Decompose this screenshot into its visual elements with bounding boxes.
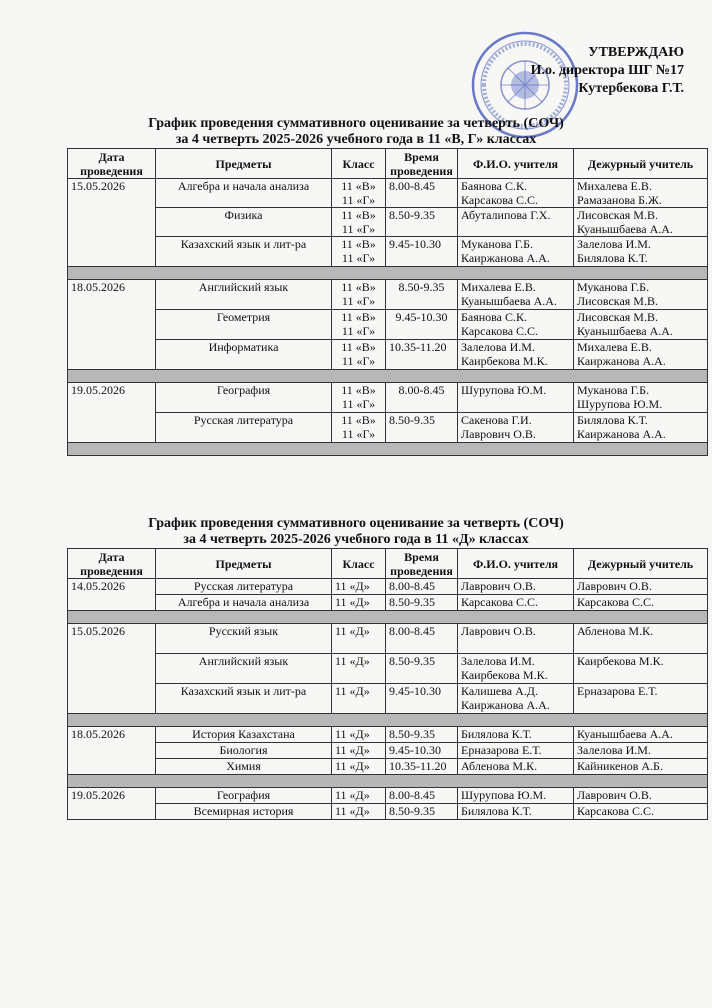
table-row	[68, 179, 708, 208]
header-teacher: Ф.И.О. учителя	[458, 149, 574, 179]
subject-cell: Английский язык	[156, 654, 332, 684]
subject-cell: Русская литература	[156, 579, 332, 595]
table-row	[68, 237, 708, 267]
class-cell: 11 «Д»	[332, 654, 386, 684]
class-cell: 11 «Д»	[332, 804, 386, 820]
table-header-row	[68, 149, 708, 179]
class-cell: 11 «Д»	[332, 684, 386, 714]
teacher-cell: Карсакова С.С.	[458, 595, 574, 611]
class-cell: 11 «В» 11 «Г»	[332, 280, 386, 310]
time-cell: 8.50-9.35	[386, 727, 458, 743]
teacher-cell: Баянова С.К. Карсакова С.С.	[458, 310, 574, 340]
date-cell: 18.05.2026	[68, 280, 156, 370]
teacher-cell: Лаврович О.В.	[458, 579, 574, 595]
approval-block	[531, 44, 684, 98]
duty-cell: Михалева Е.В. Каиржанова А.А.	[574, 340, 708, 370]
separator-row	[68, 775, 708, 788]
approval-heading: УТВЕРЖДАЮ	[588, 45, 684, 60]
class-cell: 11 «В» 11 «Г»	[332, 310, 386, 340]
separator-row	[68, 267, 708, 280]
subject-cell: Казахский язык и лит-ра	[156, 237, 332, 267]
duty-cell: Абленова М.К.	[574, 624, 708, 654]
table-row	[68, 654, 708, 684]
class-cell: 11 «Д»	[332, 727, 386, 743]
table-row	[68, 743, 708, 759]
table-row	[68, 624, 708, 654]
class-cell: 11 «Д»	[332, 743, 386, 759]
teacher-cell: Сакенова Г.И. Лаврович О.В.	[458, 413, 574, 443]
header-date: Дата проведения	[68, 549, 156, 579]
table-row	[68, 340, 708, 370]
duty-cell: Карсакова С.С.	[574, 804, 708, 820]
teacher-cell: Билялова К.Т.	[458, 804, 574, 820]
subject-cell: Физика	[156, 208, 332, 237]
time-cell: 10.35-11.20	[386, 340, 458, 370]
subject-cell: Алгебра и начала анализа	[156, 595, 332, 611]
subject-cell: География	[156, 788, 332, 804]
table-row	[68, 595, 708, 611]
separator-row	[68, 443, 708, 456]
header-duty: Дежурный учитель	[574, 549, 708, 579]
teacher-cell: Залелова И.М. Каирбекова М.К.	[458, 654, 574, 684]
subject-cell: Казахский язык и лит-ра	[156, 684, 332, 714]
separator-row	[68, 611, 708, 624]
teacher-cell: Лаврович О.В.	[458, 624, 574, 654]
time-cell: 9.45-10.30	[386, 237, 458, 267]
duty-cell: Лисовская М.В. Куанышбаева А.А.	[574, 208, 708, 237]
class-cell: 11 «В» 11 «Г»	[332, 413, 386, 443]
subject-cell: Русская литература	[156, 413, 332, 443]
schedule-table-11d	[67, 548, 708, 820]
header-date: Дата проведения	[68, 149, 156, 179]
time-cell: 8.00-8.45	[386, 579, 458, 595]
date-cell: 15.05.2026	[68, 624, 156, 714]
class-cell: 11 «В» 11 «Г»	[332, 340, 386, 370]
header-subject: Предметы	[156, 149, 332, 179]
time-cell: 8.50-9.35	[386, 208, 458, 237]
table-header-row	[68, 549, 708, 579]
table2-title-line1: График проведения суммативного оценивание за четверть (СОЧ)	[148, 516, 564, 531]
subject-cell: География	[156, 383, 332, 413]
subject-cell: История Казахстана	[156, 727, 332, 743]
duty-cell: Кайникенов А.Б.	[574, 759, 708, 775]
time-cell: 8.00-8.45	[386, 383, 458, 413]
class-cell: 11 «В» 11 «Г»	[332, 208, 386, 237]
subject-cell: Английский язык	[156, 280, 332, 310]
date-cell: 18.05.2026	[68, 727, 156, 775]
date-cell: 19.05.2026	[68, 383, 156, 443]
duty-cell: Залелова И.М.	[574, 743, 708, 759]
duty-cell: Карсакова С.С.	[574, 595, 708, 611]
teacher-cell: Муканова Г.Б. Каиржанова А.А.	[458, 237, 574, 267]
time-cell: 8.50-9.35	[386, 654, 458, 684]
table-row	[68, 788, 708, 804]
subject-cell: Геометрия	[156, 310, 332, 340]
table2-title	[0, 516, 712, 548]
teacher-cell: Михалева Е.В. Куанышбаева А.А.	[458, 280, 574, 310]
duty-cell: Лисовская М.В. Куанышбаева А.А.	[574, 310, 708, 340]
approval-position: И.о. директора ШГ №17	[530, 63, 684, 78]
schedule-table-11vg	[67, 148, 708, 456]
subject-cell: Русский язык	[156, 624, 332, 654]
duty-cell: Муканова Г.Б. Лисовская М.В.	[574, 280, 708, 310]
teacher-cell: Ерназарова Е.Т.	[458, 743, 574, 759]
duty-cell: Лаврович О.В.	[574, 579, 708, 595]
duty-cell: Лаврович О.В.	[574, 788, 708, 804]
class-cell: 11 «Д»	[332, 595, 386, 611]
class-cell: 11 «Д»	[332, 788, 386, 804]
time-cell: 8.50-9.35	[386, 595, 458, 611]
table-row	[68, 383, 708, 413]
time-cell: 10.35-11.20	[386, 759, 458, 775]
table-row	[68, 759, 708, 775]
teacher-cell: Шурупова Ю.М.	[458, 788, 574, 804]
class-cell: 11 «В» 11 «Г»	[332, 179, 386, 208]
teacher-cell: Баянова С.К. Карсакова С.С.	[458, 179, 574, 208]
time-cell: 8.00-8.45	[386, 624, 458, 654]
table-row	[68, 413, 708, 443]
date-cell: 19.05.2026	[68, 788, 156, 820]
table-row	[68, 804, 708, 820]
time-cell: 9.45-10.30	[386, 310, 458, 340]
class-cell: 11 «Д»	[332, 624, 386, 654]
date-cell: 14.05.2026	[68, 579, 156, 611]
header-teacher: Ф.И.О. учителя	[458, 549, 574, 579]
time-cell: 8.00-8.45	[386, 788, 458, 804]
subject-cell: Информатика	[156, 340, 332, 370]
header-time: Время проведения	[386, 149, 458, 179]
table-row	[68, 579, 708, 595]
subject-cell: Химия	[156, 759, 332, 775]
separator-row	[68, 714, 708, 727]
teacher-cell: Билялова К.Т.	[458, 727, 574, 743]
class-cell: 11 «В» 11 «Г»	[332, 383, 386, 413]
teacher-cell: Залелова И.М. Каирбекова М.К.	[458, 340, 574, 370]
duty-cell: Куанышбаева А.А.	[574, 727, 708, 743]
header-time: Время проведения	[386, 549, 458, 579]
table1-title-line2: за 4 четверть 2025-2026 учебного года в 11 «В, Г» классах	[175, 132, 537, 147]
class-cell: 11 «Д»	[332, 759, 386, 775]
teacher-cell: Калишева А.Д. Каиржанова А.А.	[458, 684, 574, 714]
time-cell: 8.00-8.45	[386, 179, 458, 208]
table-row	[68, 310, 708, 340]
time-cell: 8.50-9.35	[386, 280, 458, 310]
time-cell: 9.45-10.30	[386, 743, 458, 759]
header-subject: Предметы	[156, 549, 332, 579]
table-row	[68, 684, 708, 714]
duty-cell: Михалева Е.В. Рамазанова Б.Ж.	[574, 179, 708, 208]
approval-signatory: Кутербекова Г.Т.	[578, 81, 684, 96]
table1-title	[0, 116, 712, 148]
table-row	[68, 280, 708, 310]
time-cell: 8.50-9.35	[386, 804, 458, 820]
header-class: Класс	[332, 149, 386, 179]
duty-cell: Каирбекова М.К.	[574, 654, 708, 684]
table-row	[68, 208, 708, 237]
duty-cell: Ерназарова Е.Т.	[574, 684, 708, 714]
teacher-cell: Абуталипова Г.Х.	[458, 208, 574, 237]
header-class: Класс	[332, 549, 386, 579]
table1-title-line1: График проведения суммативного оценивание за четверть (СОЧ)	[148, 116, 564, 131]
teacher-cell: Шурупова Ю.М.	[458, 383, 574, 413]
duty-cell: Билялова К.Т. Каиржанова А.А.	[574, 413, 708, 443]
class-cell: 11 «В» 11 «Г»	[332, 237, 386, 267]
subject-cell: Алгебра и начала анализа	[156, 179, 332, 208]
separator-row	[68, 370, 708, 383]
table2-title-line2: за 4 четверть 2025-2026 учебного года в 11 «Д» классах	[183, 532, 529, 547]
table-row	[68, 727, 708, 743]
teacher-cell: Абленова М.К.	[458, 759, 574, 775]
class-cell: 11 «Д»	[332, 579, 386, 595]
subject-cell: Биология	[156, 743, 332, 759]
subject-cell: Всемирная история	[156, 804, 332, 820]
duty-cell: Залелова И.М. Билялова К.Т.	[574, 237, 708, 267]
time-cell: 9.45-10.30	[386, 684, 458, 714]
header-duty: Дежурный учитель	[574, 149, 708, 179]
date-cell: 15.05.2026	[68, 179, 156, 267]
duty-cell: Муканова Г.Б. Шурупова Ю.М.	[574, 383, 708, 413]
time-cell: 8.50-9.35	[386, 413, 458, 443]
